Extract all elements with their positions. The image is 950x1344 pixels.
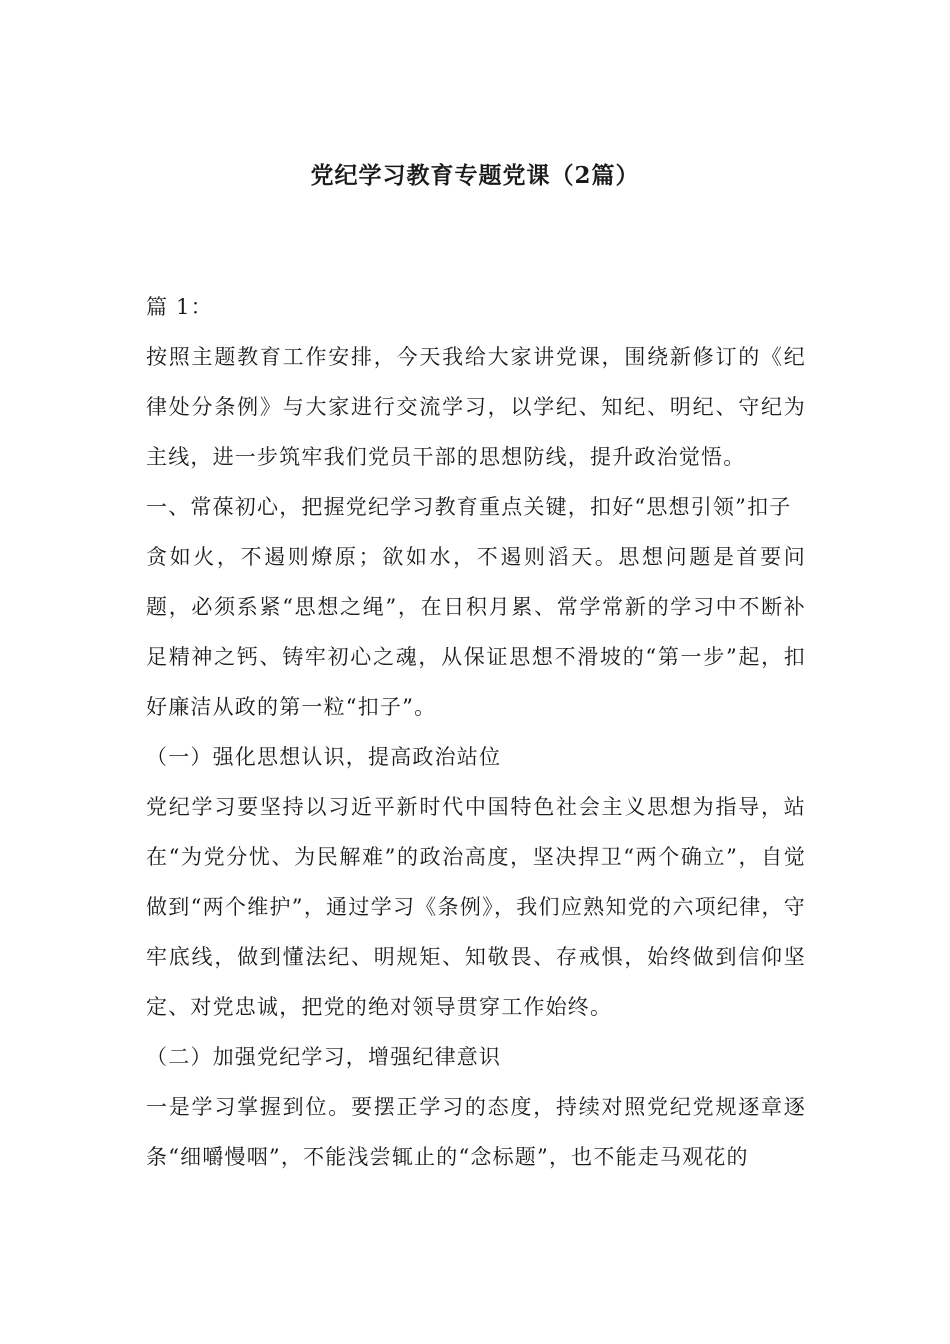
paragraph: 党纪学习要坚持以习近平新时代中国特色社会主义思想为指导，站在“为党分忧、为民解难”的政治高度，坚决捍卫“两个确立”，自觉做到“两个维护”，通过学习《条例》，我们应熟知党的六项纪律，守牢底线，做到懂法纪、明规矩、知敬畏、存戒惧，始终做到信仰坚定、对党忠诚，把党的绝对领导贯穿工作始终。	[146, 795, 806, 1019]
paragraph: 按照主题教育工作安排，今天我给大家讲党课，围绕新修订的《纪律处分条例》与大家进行交流学习，以学纪、知纪、明纪、守纪为主线，进一步筑牢我们党员干部的思想防线，提升政治觉悟。	[146, 345, 806, 469]
section-label: 篇 1：	[146, 295, 213, 319]
document-title: 党纪学习教育专题党课（2篇）	[310, 162, 640, 189]
paragraph: 贪如火，不遏则燎原；欲如水，不遏则滔天。思想问题是首要问题，必须系紧“思想之绳”，在日积月累、常学常新的学习中不断补足精神之钙、铸牢初心之魂，从保证思想不滑坡的“第一步”起，扣好廉洁从政的第一粒“扣子”。	[146, 545, 806, 719]
heading-level-2: （二）加强党纪学习，增强纪律意识	[146, 1045, 502, 1069]
document-body	[146, 282, 806, 1182]
paragraph: 一是学习掌握到位。要摆正学习的态度，持续对照党纪党规逐章逐条“细嚼慢咽”，不能浅尝辄止的“念标题”，也不能走马观花的	[146, 1095, 806, 1169]
heading-level-1: 一、常葆初心，把握党纪学习教育重点关键，扣好“思想引领”扣子	[146, 495, 792, 519]
heading-level-2: （一）强化思想认识，提高政治站位	[146, 745, 502, 769]
